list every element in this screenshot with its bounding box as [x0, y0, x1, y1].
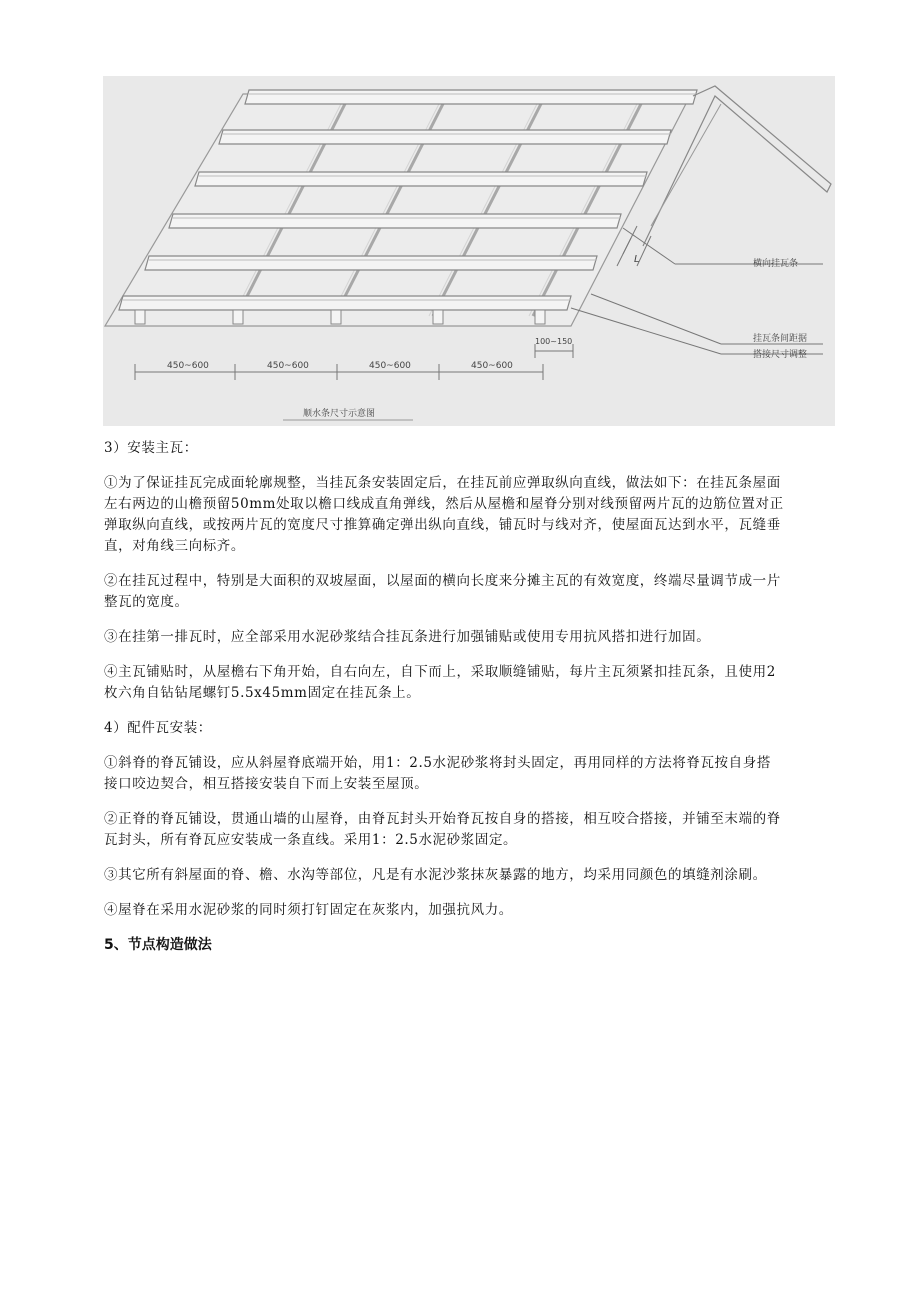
batten-drawing — [103, 76, 835, 426]
roof-deck — [105, 94, 691, 326]
batten-label: 横向挂瓦条 — [753, 259, 799, 269]
spacing-label-line2: 搭接尺寸调整 — [753, 350, 808, 360]
dim-label-2: 450~600 — [267, 361, 309, 371]
document-body — [104, 438, 820, 956]
node-construction-heading: 5、节点构造做法 — [104, 937, 212, 953]
dim-label-1: 450~600 — [167, 361, 209, 371]
figure-caption: 顺水条尺寸示意图 — [303, 409, 376, 419]
install-main-title: 3）安装主瓦： — [104, 440, 198, 456]
install-accessory-title: 4）配件瓦安装： — [104, 720, 212, 736]
spacing-label-line1: 挂瓦条间距据 — [753, 334, 808, 344]
text-line: 枚六角自钻钻尾螺钉5.5x45mm固定在挂瓦条上。 — [104, 685, 421, 701]
dim-label-4: 450~600 — [471, 361, 513, 371]
text-line: 弹取纵向直线，或按两片瓦的宽度尺寸推算确定弹出纵向直线，铺瓦时与线对齐，使屋面瓦达到水平，瓦缝垂 — [104, 517, 781, 533]
text-line: ②正脊的脊瓦铺设，贯通山墙的山屋脊，由脊瓦封头开始脊瓦按自身的搭接，相互咬合搭接，并铺至末端的脊 — [104, 811, 781, 827]
accessory-item-1 — [104, 753, 820, 795]
accessory-item-2 — [104, 809, 820, 851]
main-item-1 — [104, 473, 820, 557]
spacing-symbol: L — [634, 254, 640, 265]
text-line: 整瓦的宽度。 — [104, 594, 189, 610]
main-item-2 — [104, 571, 820, 613]
text-line: 接口咬边契合，相互搭接安装自下而上安装至屋顶。 — [104, 776, 429, 792]
text-line: 左右两边的山檐预留50mm处取以檐口线成直角弹线，然后从屋檐和屋脊分别对线预留两片瓦的边筋位置对正 — [104, 496, 784, 512]
text-line: ④屋脊在采用水泥砂浆的同时须打钉固定在灰浆内，加强抗风力。 — [104, 902, 513, 918]
text-line: ③其它所有斜屋面的脊、檐、水沟等部位，凡是有水泥沙浆抹灰暴露的地方，均采用同颜色的填缝剂涂刷。 — [104, 867, 767, 883]
text-line: 直，对角线三向标齐。 — [104, 538, 245, 554]
roof-batten-diagram — [103, 76, 835, 426]
accessory-item-4 — [104, 900, 820, 921]
text-line: ②在挂瓦过程中，特别是大面积的双坡屋面，以屋面的横向长度来分摊主瓦的有效宽度，终端尽量调节成一片 — [104, 573, 781, 589]
main-item-3 — [104, 627, 820, 648]
text-line: ①为了保证挂瓦完成面轮廓规整，当挂瓦条安装固定后，在挂瓦前应弹取纵向直线，做法如下：在挂瓦条屋面 — [104, 475, 781, 491]
text-line: ④主瓦铺贴时，从屋檐右下角开始，自右向左，自下而上，采取顺缝铺贴，每片主瓦须紧扣挂瓦条，且使用2 — [104, 664, 776, 680]
text-line: ③在挂第一排瓦时，应全部采用水泥砂浆结合挂瓦条进行加强铺贴或使用专用抗风搭扣进行加固。 — [104, 629, 711, 645]
main-item-4 — [104, 662, 820, 704]
accessory-item-3 — [104, 865, 820, 886]
overhang-label: 100~150 — [535, 337, 573, 346]
text-line: 瓦封头，所有脊瓦应安装成一条直线。采用1：2.5水泥砂浆固定。 — [104, 832, 518, 848]
text-line: ①斜脊的脊瓦铺设，应从斜屋脊底端开始，用1：2.5水泥砂浆将封头固定，再用同样的方法将脊瓦按自身搭 — [104, 755, 771, 771]
dim-label-3: 450~600 — [369, 361, 411, 371]
